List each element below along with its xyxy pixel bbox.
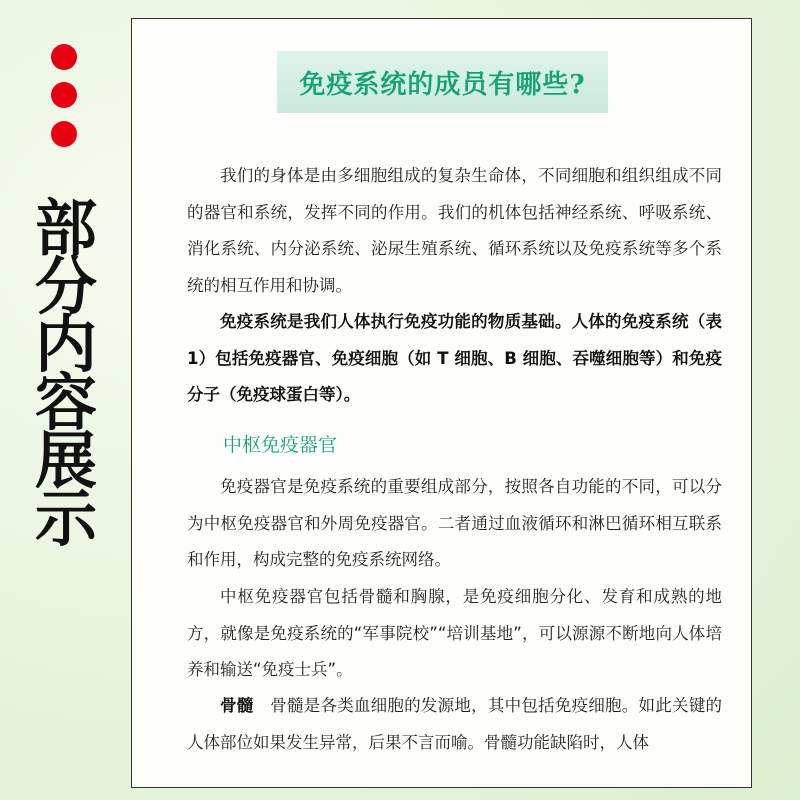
immune-organs-paragraph: 免疫器官是免疫系统的重要组成部分，按照各自功能的不同，可以分为中枢免疫器官和外周免疫器官。二者通过血液循环和淋巴循环相互联系和作用，构成完整的免疫系统网络。 [187, 477, 722, 569]
page-title: 免疫系统的成员有哪些? [299, 69, 586, 100]
side-label-char: 容 [34, 366, 97, 439]
red-dot-1 [51, 44, 77, 70]
red-dot-2 [51, 82, 77, 108]
bone-marrow-gap [253, 696, 270, 715]
immune-system-paragraph: 免疫系统是我们人体执行免疫功能的物质基础。人体的免疫系统（表 1）包括免疫器官、免疫细胞（如 T 细胞、B 细胞、吞噬细胞等）和免疫分子（免疫球蛋白等）。 [187, 312, 722, 404]
book-page [131, 18, 752, 788]
side-label-char: 内 [34, 308, 97, 381]
side-label-char: 部 [34, 192, 97, 265]
side-label-char: 展 [34, 424, 97, 497]
side-label [26, 192, 106, 555]
red-dot-3 [51, 121, 77, 147]
side-label-char: 示 [34, 482, 97, 555]
bone-marrow-text: 骨髓是各类血细胞的发源地，其中包括免疫细胞。如此关键的人体部位如果发生异常，后果不言而喻。骨髓功能缺陷时，人体 [187, 696, 723, 752]
intro-paragraph: 我们的身体是由多细胞组成的复杂生命体，不同细胞和组织组成不同的器官和系统，发挥不同的作用。我们的机体包括神经系统、呼吸系统、消化系统、内分泌系统、泌尿生殖系统、循环系统以及免疫系统等多个系统的相互作用和协调。 [187, 166, 722, 295]
section-heading: 中枢免疫器官 [223, 434, 338, 456]
bone-marrow-term: 骨髓 [220, 696, 254, 715]
side-label-char: 分 [34, 250, 97, 323]
bone-marrow-paragraph [187, 688, 722, 761]
central-organs-paragraph: 中枢免疫器官包括骨髓和胸腺，是免疫细胞分化、发育和成熟的地方，就像是免疫系统的“军事院校”“培训基地”，可以源源不断地向人体培养和输送“免疫士兵”。 [187, 587, 722, 679]
page-header-band [277, 51, 608, 113]
